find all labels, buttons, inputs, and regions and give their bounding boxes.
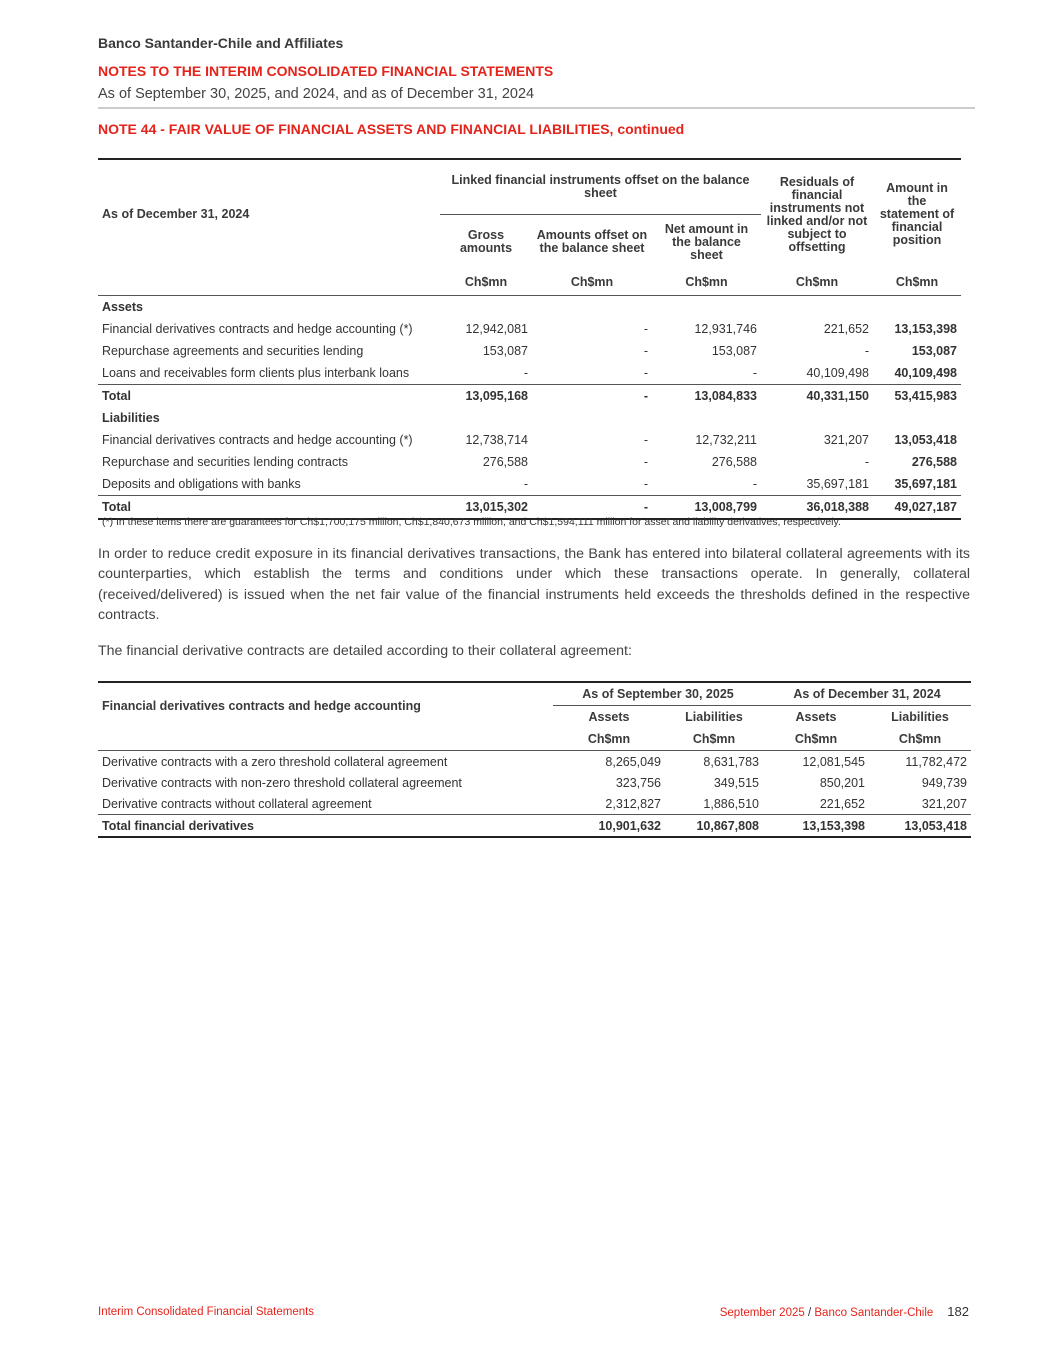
cell-net: 276,588 xyxy=(711,455,757,469)
cell-offset: - xyxy=(643,477,648,491)
cell-gross: 13,015,302 xyxy=(440,496,532,520)
table-row xyxy=(98,429,961,451)
cell-net: 12,732,211 xyxy=(695,433,757,447)
collateral-table xyxy=(98,681,971,838)
offset-row-header: As of December 31, 2024 xyxy=(102,207,250,221)
cell-residual: 221,652 xyxy=(823,322,869,336)
cell-liabilities-2024: 949,739 xyxy=(921,775,967,790)
row-label: Financial derivatives contracts and hedge accounting (*) xyxy=(102,433,413,447)
cell-gross: 13,095,168 xyxy=(440,385,532,408)
cell-offset: - xyxy=(643,322,648,336)
cell-assets-2024: 221,652 xyxy=(819,796,865,811)
offset-table xyxy=(98,158,961,520)
col-offset: Amounts offset on the balance sheet xyxy=(536,228,648,255)
note-title: NOTE 44 - FAIR VALUE OF FINANCIAL ASSETS AND FINANCIAL LIABILITIES, continued xyxy=(98,121,685,137)
table-row xyxy=(98,340,961,362)
unit-label: Ch$mn xyxy=(761,269,873,296)
cell-offset: - xyxy=(643,433,648,447)
cell-gross: 12,738,714 xyxy=(465,433,528,447)
notes-title: NOTES TO THE INTERIM CONSOLIDATED FINANCIAL STATEMENTS xyxy=(98,63,554,79)
cell-amount: 49,027,187 xyxy=(873,496,961,520)
col-gross: Gross amounts xyxy=(459,228,513,255)
footer-separator: / xyxy=(804,1307,815,1319)
cell-amount: 153,087 xyxy=(911,344,957,358)
cell-net: - xyxy=(752,366,757,380)
cell-offset: - xyxy=(643,366,648,380)
row-label: Deposits and obligations with banks xyxy=(102,477,301,491)
cell-liabilities-2025: 1,886,510 xyxy=(703,796,759,811)
cell-amount: 276,588 xyxy=(911,455,957,469)
cell-residual: - xyxy=(864,455,869,469)
cell-gross: - xyxy=(523,477,528,491)
cell-assets-2024: 12,081,545 xyxy=(802,754,865,769)
report-dates: As of September 30, 2025, and 2024, and as of December 31, 2024 xyxy=(98,86,535,102)
col-assets: Assets xyxy=(588,710,630,724)
footer-date: September 2025 xyxy=(719,1307,805,1319)
page-number: 182 xyxy=(947,1304,969,1319)
cell-liabilities-2025: 8,631,783 xyxy=(703,754,759,769)
cell-liabilities-2024: 13,053,418 xyxy=(869,815,971,838)
company-name: Banco Santander-Chile and Affiliates xyxy=(98,35,344,51)
cell-offset: - xyxy=(532,496,652,520)
unit-label: Ch$mn xyxy=(869,728,971,751)
offset-group-header: Linked financial instruments offset on the balance sheet xyxy=(440,159,761,215)
cell-net: 12,931,746 xyxy=(694,322,757,336)
cell-liabilities-2025: 10,867,808 xyxy=(665,815,763,838)
cell-amount: 40,109,498 xyxy=(894,366,957,380)
row-label: Derivative contracts without collateral agreement xyxy=(102,796,372,811)
collateral-paragraph: In order to reduce credit exposure in its financial derivatives transactions, the Bank has entered into bilateral collateral agreements with its counterparties, which establish the terms and conditions under which these transactions operate. In generally, collateral (received/delivered) is issued when the net fair value of the financial instruments held exceeds the thresholds defined in the respective contracts. xyxy=(98,546,970,624)
cell-assets-2025: 10,901,632 xyxy=(553,815,665,838)
col-residual: Residuals of financial instruments not linked and/or not subject to offsetting xyxy=(766,174,868,254)
table-row xyxy=(98,772,971,793)
table-row xyxy=(98,473,961,496)
table-row xyxy=(98,362,961,385)
cell-residual: - xyxy=(864,344,869,358)
row-label: Repurchase and securities lending contracts xyxy=(102,455,348,469)
col-liabilities: Liabilities xyxy=(685,710,743,724)
row-label: Total financial derivatives xyxy=(98,815,553,838)
table-row xyxy=(98,751,971,773)
cell-amount: 53,415,983 xyxy=(873,385,961,408)
col-amount: Amount in the statement of financial position xyxy=(879,181,955,247)
section-liabilities: Liabilities xyxy=(102,411,160,425)
footer-document-title: Interim Consolidated Financial Statements xyxy=(98,1306,315,1318)
unit-spacer xyxy=(98,728,553,751)
cell-offset: - xyxy=(643,344,648,358)
table-row xyxy=(98,793,971,815)
col-liabilities: Liabilities xyxy=(891,710,949,724)
intro-paragraph: The financial derivative contracts are detailed according to their collateral agreement: xyxy=(98,643,632,659)
collateral-row-header: Financial derivatives contracts and hedge accounting xyxy=(102,698,421,713)
row-label: Derivative contracts with non-zero threshold collateral agreement xyxy=(102,775,462,790)
cell-offset: - xyxy=(532,385,652,408)
cell-assets-2024: 13,153,398 xyxy=(763,815,869,838)
cell-residual: 35,697,181 xyxy=(806,477,869,491)
footer-right xyxy=(720,1304,969,1319)
table-row xyxy=(98,318,961,340)
cell-offset: - xyxy=(643,455,648,469)
col-net: Net amount in the balance sheet xyxy=(664,221,749,262)
cell-gross: - xyxy=(523,366,528,380)
row-label: Repurchase agreements and securities lending xyxy=(102,344,364,358)
row-label: Financial derivatives contracts and hedge accounting (*) xyxy=(102,322,413,336)
unit-spacer xyxy=(98,269,440,296)
cell-residual: 321,207 xyxy=(823,433,869,447)
unit-label: Ch$mn xyxy=(553,728,665,751)
cell-assets-2025: 8,265,049 xyxy=(605,754,661,769)
cell-assets-2025: 2,312,827 xyxy=(605,796,661,811)
cell-amount: 35,697,181 xyxy=(894,477,957,491)
row-label: Total xyxy=(98,496,440,520)
cell-residual: 36,018,388 xyxy=(761,496,873,520)
footer-bank: Banco Santander-Chile xyxy=(814,1307,934,1319)
assets-total-row xyxy=(98,385,961,408)
cell-amount: 13,153,398 xyxy=(894,322,957,336)
unit-label: Ch$mn xyxy=(440,269,532,296)
col-assets: Assets xyxy=(795,710,837,724)
cell-net: 153,087 xyxy=(711,344,757,358)
cell-liabilities-2024: 11,782,472 xyxy=(905,754,967,769)
cell-net: 13,084,833 xyxy=(652,385,761,408)
cell-assets-2024: 850,201 xyxy=(819,775,865,790)
unit-label: Ch$mn xyxy=(532,269,652,296)
cell-assets-2025: 323,756 xyxy=(615,775,661,790)
cell-gross: 276,588 xyxy=(482,455,528,469)
footnote: (*) In these items there are guarantees for Ch$1,700,175 million, Ch$1,840,673 million, and Ch$1,594,111 million for asset and liability derivatives, respectively. xyxy=(102,516,841,528)
collateral-total-row xyxy=(98,815,971,838)
cell-net: - xyxy=(752,477,757,491)
cell-net: 13,008,799 xyxy=(652,496,761,520)
cell-liabilities-2024: 321,207 xyxy=(921,796,967,811)
period-sep-2025: As of September 30, 2025 xyxy=(553,682,763,706)
cell-residual: 40,109,498 xyxy=(806,366,869,380)
cell-liabilities-2025: 349,515 xyxy=(713,775,759,790)
section-assets: Assets xyxy=(102,300,143,314)
table-row xyxy=(98,451,961,473)
cell-amount: 13,053,418 xyxy=(894,433,957,447)
unit-label: Ch$mn xyxy=(665,728,763,751)
unit-label: Ch$mn xyxy=(873,269,961,296)
cell-residual: 40,331,150 xyxy=(761,385,873,408)
row-label: Total xyxy=(98,385,440,408)
cell-gross: 12,942,081 xyxy=(465,322,528,336)
row-label: Derivative contracts with a zero threshold collateral agreement xyxy=(102,754,448,769)
header-divider xyxy=(98,107,975,109)
period-dec-2024: As of December 31, 2024 xyxy=(763,682,971,706)
cell-gross: 153,087 xyxy=(482,344,528,358)
unit-label: Ch$mn xyxy=(763,728,869,751)
unit-label: Ch$mn xyxy=(652,269,761,296)
row-label: Loans and receivables form clients plus interbank loans xyxy=(102,366,410,380)
